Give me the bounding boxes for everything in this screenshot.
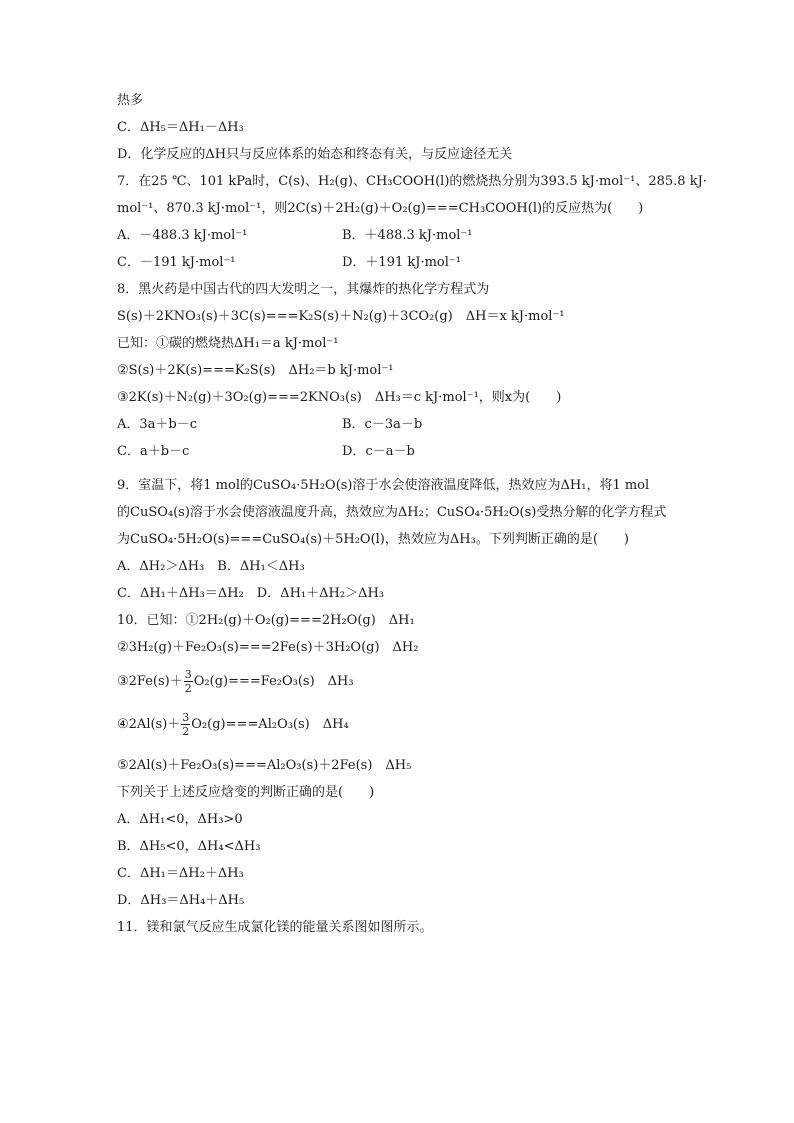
question-9-line-3: 为CuSO₄·5H₂O(s)===CuSO₄(s)＋5H₂O(l)，热效应为ΔH₃。下列判断正确的是( ) xyxy=(117,532,629,547)
option-d: D．化学反应的ΔH只与反应体系的始态和终态有关，与反应途径无关 xyxy=(117,147,513,162)
fraction-denominator: 2 xyxy=(184,682,192,695)
question-10-prompt: 下列关于上述反应焓变的判断正确的是( ) xyxy=(117,785,375,800)
question-8-given-1: 已知：①碳的燃烧热ΔH₁＝a kJ·mol⁻¹ xyxy=(117,336,339,351)
q10-option-a: A．ΔH₁<0，ΔH₃>0 xyxy=(117,812,243,827)
fraction-numerator: 3 xyxy=(182,711,190,724)
q8-option-a: A．3a＋b－c xyxy=(117,417,198,432)
question-9-line-2: 的CuSO₄(s)溶于水会使溶液温度升高，热效应为ΔH₂；CuSO₄·5H₂O(s)受热分解的化学方程式 xyxy=(117,505,667,520)
q10-option-c: C．ΔH₁＝ΔH₂＋ΔH₃ xyxy=(117,866,244,881)
fraction-denominator: 2 xyxy=(182,725,190,738)
q8-option-c: C．a＋b－c xyxy=(117,444,190,459)
q7-option-a: A．－488.3 kJ·mol⁻¹ xyxy=(117,228,248,243)
eq4-right: O₂(g)===Al₂O₃(s) ΔH₄ xyxy=(191,717,349,732)
question-10-eq-2: ②3H₂(g)＋Fe₂O₃(s)===2Fe(s)＋3H₂O(g) ΔH₂ xyxy=(117,640,419,655)
question-10-eq-5: ⑤2Al(s)＋Fe₂O₃(s)===Al₂O₃(s)＋2Fe(s) ΔH₅ xyxy=(117,758,412,773)
q10-option-d: D．ΔH₃＝ΔH₄＋ΔH₅ xyxy=(117,893,245,908)
fraction-three-halves xyxy=(184,668,193,695)
q7-option-c: C．－191 kJ·mol⁻¹ xyxy=(117,255,236,270)
question-8-given-2: ②S(s)＋2K(s)===K₂S(s) ΔH₂＝b kJ·mol⁻¹ xyxy=(117,363,394,378)
q10-option-b: B．ΔH₅<0，ΔH₄<ΔH₃ xyxy=(117,839,261,854)
fraction-numerator: 3 xyxy=(184,668,192,681)
text-line: 热多 xyxy=(117,93,144,108)
eq4-left: ④2Al(s)＋ xyxy=(117,717,181,732)
eq3-right: O₂(g)===Fe₂O₃(s) ΔH₃ xyxy=(193,674,354,689)
q9-options-ab: A．ΔH₂＞ΔH₃ B．ΔH₁＜ΔH₃ xyxy=(117,559,305,574)
fraction-three-halves xyxy=(181,711,190,738)
q8-option-b: B．c－3a－b xyxy=(342,417,423,432)
question-8-given-3: ③2K(s)＋N₂(g)＋3O₂(g)===2KNO₃(s) ΔH₃＝c kJ·mol⁻¹，则x为( ) xyxy=(117,390,562,405)
question-10-line-1: 10．已知：①2H₂(g)＋O₂(g)===2H₂O(g) ΔH₁ xyxy=(117,613,415,628)
eq3-left: ③2Fe(s)＋ xyxy=(117,674,183,689)
q7-option-d: D．＋191 kJ·mol⁻¹ xyxy=(342,255,461,270)
q8-option-d: D．c－a－b xyxy=(342,444,415,459)
question-7-line-2: mol⁻¹、870.3 kJ·mol⁻¹，则2C(s)＋2H₂(g)＋O₂(g)===CH₃COOH(l)的反应热为( ) xyxy=(117,201,644,216)
q7-option-b: B．＋488.3 kJ·mol⁻¹ xyxy=(342,228,473,243)
question-11-line-1: 11．镁和氯气反应生成氯化镁的能量关系图如图所示。 xyxy=(117,920,433,935)
question-9-line-1: 9．室温下，将1 mol的CuSO₄·5H₂O(s)溶于水会使溶液温度降低，热效应为ΔH₁，将1 mol xyxy=(117,478,650,493)
question-8-line-1: 8．黑火药是中国古代的四大发明之一，其爆炸的热化学方程式为 xyxy=(117,282,490,297)
question-8-equation: S(s)＋2KNO₃(s)＋3C(s)===K₂S(s)＋N₂(g)＋3CO₂(g) ΔH＝x kJ·mol⁻¹ xyxy=(117,309,565,324)
q9-options-cd: C．ΔH₁＋ΔH₃＝ΔH₂ D．ΔH₁＋ΔH₂＞ΔH₃ xyxy=(117,586,384,601)
question-10-eq-3 xyxy=(117,665,354,699)
question-10-eq-4 xyxy=(117,708,349,742)
question-7-line-1: 7．在25 ℃、101 kPa时，C(s)、H₂(g)、CH₃COOH(l)的燃烧热分别为393.5 kJ·mol⁻¹、285.8 kJ· xyxy=(117,174,707,189)
option-c: C．ΔH₅＝ΔH₁－ΔH₃ xyxy=(117,120,244,135)
